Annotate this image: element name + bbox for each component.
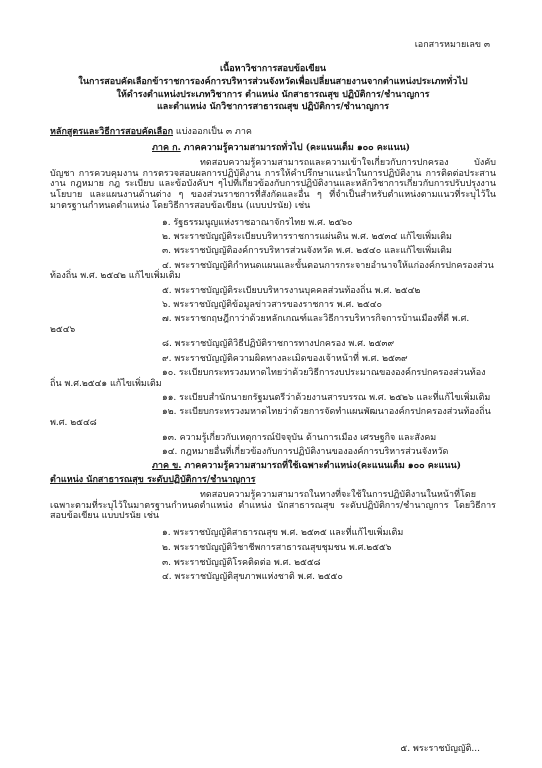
part-a-list [50,218,496,458]
list-item: ๔. พระราชบัญญัติสุขภาพแห่งชาติ พ.ศ. ๒๕๕๐ [162,572,343,583]
part-a-heading [50,143,496,154]
list-item: ๓. พระราชบัญญัติองค์การบริหารส่วนจังหวัด พ.ศ. ๒๕๔๐ และแก้ไขเพิ่มเติม [162,246,452,257]
part-b-position: ตำแหน่ง นักสาธารณสุข ระดับปฏิบัติการ/ชำนาญการ [50,474,256,485]
list-item: ๑. พระราชบัญญัติสาธารณสุข พ.ศ. ๒๕๓๕ และที่แก้ไขเพิ่มเติม [162,528,404,539]
list-item: ๑๐. ระเบียบกระทรวงมหาดไทยว่าด้วยวิธีการงบประมาณขององค์กรปกครองส่วนท้องถิ่น พ.ศ.๒๕๔๑ แก้ไขเพิ่มเติม [50,368,486,389]
list-item: ๓. พระราชบัญญัติโรคติดต่อ พ.ศ. ๒๕๕๘ [162,557,321,568]
list-item: ๒. พระราชบัญญัติระเบียบบริหารราชการแผ่นดิน พ.ศ. ๒๕๓๔ แก้ไขเพิ่มเติม [162,232,452,243]
title-line-3: ให้ดำรงตำแหน่งประเภทวิชาการ ตำแหน่ง นักสาธารณสุข ปฏิบัติการ/ชำนาญการ [116,89,430,100]
list-item: ๑๑. ระเบียบสำนักนายกรัฐมนตรีว่าด้วยงานสารบรรณ พ.ศ. ๒๕๒๖ และที่แก้ไขเพิ่มเติม [162,393,491,404]
list-item: ๗. พระราชกฤษฎีกาว่าด้วยหลักเกณฑ์และวิธีการบริหารกิจการบ้านเมืองที่ดี พ.ศ. ๒๕๔๖ [50,314,470,336]
part-a-title: ภาคความรู้ความสามารถทั่วไป (คะแนนเต็ม ๑๐๐ คะแนน) [183,142,411,153]
title-line-1: เนื้อหาวิชาการสอบข้อเขียน [220,64,326,74]
list-item: ๖. พระราชบัญญัติข้อมูลข่าวสารของราชการ พ.ศ. ๒๕๔๐ [162,300,382,311]
document-title [50,64,496,113]
section-heading-tail: แบ่งออกเป็น ๓ ภาค [175,127,252,138]
part-b-list [50,528,496,583]
part-a-intro: ทดสอบความรู้ความสามารถและความเข้าใจเกี่ยวกับการปกครอง บังคับบัญชา การควบคุมงาน การตรวจสอบผลการปฏิบัติงาน การให้คำปรึกษาแนะนำในการปฏิบัติงาน การติดต่อประสานงาน กฎหมาย กฎ ระเบียบ และข้อบังคับฯ ๆไปที่เกี่ยวข้องกับการปฏิบัติงานและหลักวิชาการเกี่ยวกับการปรับปรุงงาน นโยบาย และแผนงานด้านต่าง ๆ ของส่วนราชการที่สังกัดและอื่น ๆ ที่จำเป็นสำหรับตำแหน่งตามแนวที่ระบุไว้ในมาตรฐานกำหนดตำแหน่ง โดยวิธีการสอบข้อเขียน (แบบปรนัย) เช่น [50,157,496,211]
part-b-heading [50,461,496,472]
list-item: ๘. พระราชบัญญัติวิธีปฏิบัติราชการทางปกครอง พ.ศ. ๒๕๓๙ [162,339,395,350]
list-item: ๑๔. กฎหมายอื่นที่เกี่ยวข้องกับการปฏิบัติงานขององค์การบริหารส่วนจังหวัด [162,446,449,457]
continuation-text: ๕. พระราชบัญญัติ... [400,744,480,754]
part-b-label: ภาค ข. [152,461,182,472]
part-a-label: ภาค ก. [152,142,181,153]
list-item: ๕. พระราชบัญญัติระเบียบบริหารงานบุคคลส่วนท้องถิ่น พ.ศ. ๒๕๔๒ [162,285,421,296]
list-item: ๒. พระราชบัญญัติวิชาชีพการสาธารณสุขชุมชน พ.ศ.๒๕๕๖ [162,542,392,553]
title-line-4: และตำแหน่ง นักวิชาการสาธารณสุข ปฏิบัติการ/ชำนาญการ [157,102,389,113]
list-item: ๑๒. ระเบียบกระทรวงมหาดไทยว่าด้วยการจัดทำแผนพัฒนาองค์กรปกครองส่วนท้องถิ่น พ.ศ. ๒๕๔๘ [50,407,491,429]
title-line-2: ในการสอบคัดเลือกข้าราชการองค์การบริหารส่วนจังหวัดเพื่อเปลี่ยนสายงานจากตำแหน่งประเภททั่วไป [78,76,468,87]
list-item: ๙. พระราชบัญญัติความผิดทางละเมิดของเจ้าหน้าที่ พ.ศ. ๒๕๓๙ [162,353,408,364]
section-heading [50,127,496,138]
part-b-intro: ทดสอบความรู้ความสามารถในทางที่จะใช้ในการปฏิบัติงานในหน้าที่โดยเฉพาะตามที่ระบุไว้ในมาตรฐานกำหนดตำแหน่ง ตำแหน่ง นักสาธารณสุข ระดับปฏิบัติการ/ชำนาญการ โดยวิธีการสอบข้อเขียน แบบปรนัย เช่น [50,489,496,522]
document-number: เอกสารหมายเลข ๓ [414,40,490,50]
list-item: ๑. รัฐธรรมนูญแห่งราชอาณาจักรไทย พ.ศ. ๒๕๖๐ [162,217,353,228]
part-b-title: ภาคความรู้ความสามารถที่ใช้เฉพาะตำแหน่ง(คะแนนเต็ม ๑๐๐ คะแนน) [184,461,461,472]
section-heading-main: หลักสูตรและวิธีการสอบคัดเลือก [50,127,174,138]
list-item: ๔. พระราชบัญญัติกำหนดแผนและขั้นตอนการกระจายอำนาจให้แก่องค์กรปกครองส่วนท้องถิ่น พ.ศ. ๒๕๔๒ แก้ไขเพิ่มเติม [50,260,494,282]
list-item: ๑๓. ความรู้เกี่ยวกับเหตุการณ์ปัจจุบัน ด้านการเมือง เศรษฐกิจ และสังคม [162,432,437,443]
